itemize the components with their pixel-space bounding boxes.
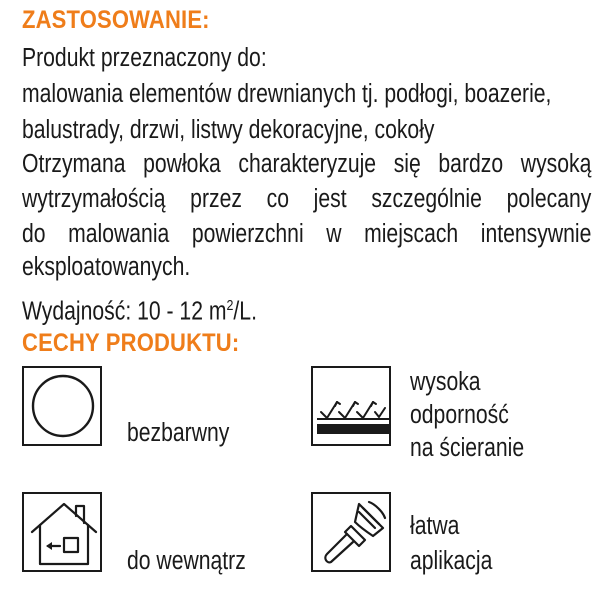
abrasion-label-line-1: wysoka: [410, 368, 481, 396]
easy-application-feature-box: [311, 492, 391, 572]
indoor-label: do wewnątrz: [127, 547, 246, 575]
easy-application-label-line-2: aplikacja: [410, 547, 493, 575]
paint-brush-icon: [313, 494, 393, 574]
usage-heading: ZASTOSOWANIE:: [22, 6, 210, 34]
abrasion-label-line-2: odporność: [410, 401, 509, 429]
colorless-feature-box: [22, 366, 102, 446]
abrasion-resistance-icon: [313, 368, 393, 448]
usage-paragraph-line-4: eksploatowanych.: [22, 253, 191, 281]
circle-icon: [24, 368, 104, 448]
colorless-label: bezbarwny: [127, 419, 230, 447]
easy-application-label-line-1: łatwa: [410, 512, 460, 540]
house-indoor-icon: [24, 494, 104, 574]
usage-line-3: balustrady, drzwi, listwy dekoracyjne, cokoły: [22, 116, 435, 144]
abrasion-label-line-3: na ścieranie: [410, 434, 525, 462]
usage-paragraph-line-3: do malowania powierzchni w miejscach intensywnie: [22, 220, 592, 248]
usage-line-2: malowania elementów drewnianych tj. podłogi, boazerie,: [22, 80, 552, 108]
abrasion-feature-box: [311, 366, 391, 446]
features-heading: CECHY PRODUKTU:: [22, 329, 240, 357]
usage-paragraph-line-1: Otrzymana powłoka charakteryzuje się bardzo wysoką: [22, 150, 592, 178]
usage-paragraph-line-2: wytrzymałością przez co jest szczególnie polecany: [22, 185, 592, 213]
indoor-feature-box: [22, 492, 102, 572]
efficiency: Wydajność: 10 - 12 $m^2/L$.: [22, 297, 257, 326]
usage-line-1: Produkt przeznaczony do:: [22, 44, 267, 72]
